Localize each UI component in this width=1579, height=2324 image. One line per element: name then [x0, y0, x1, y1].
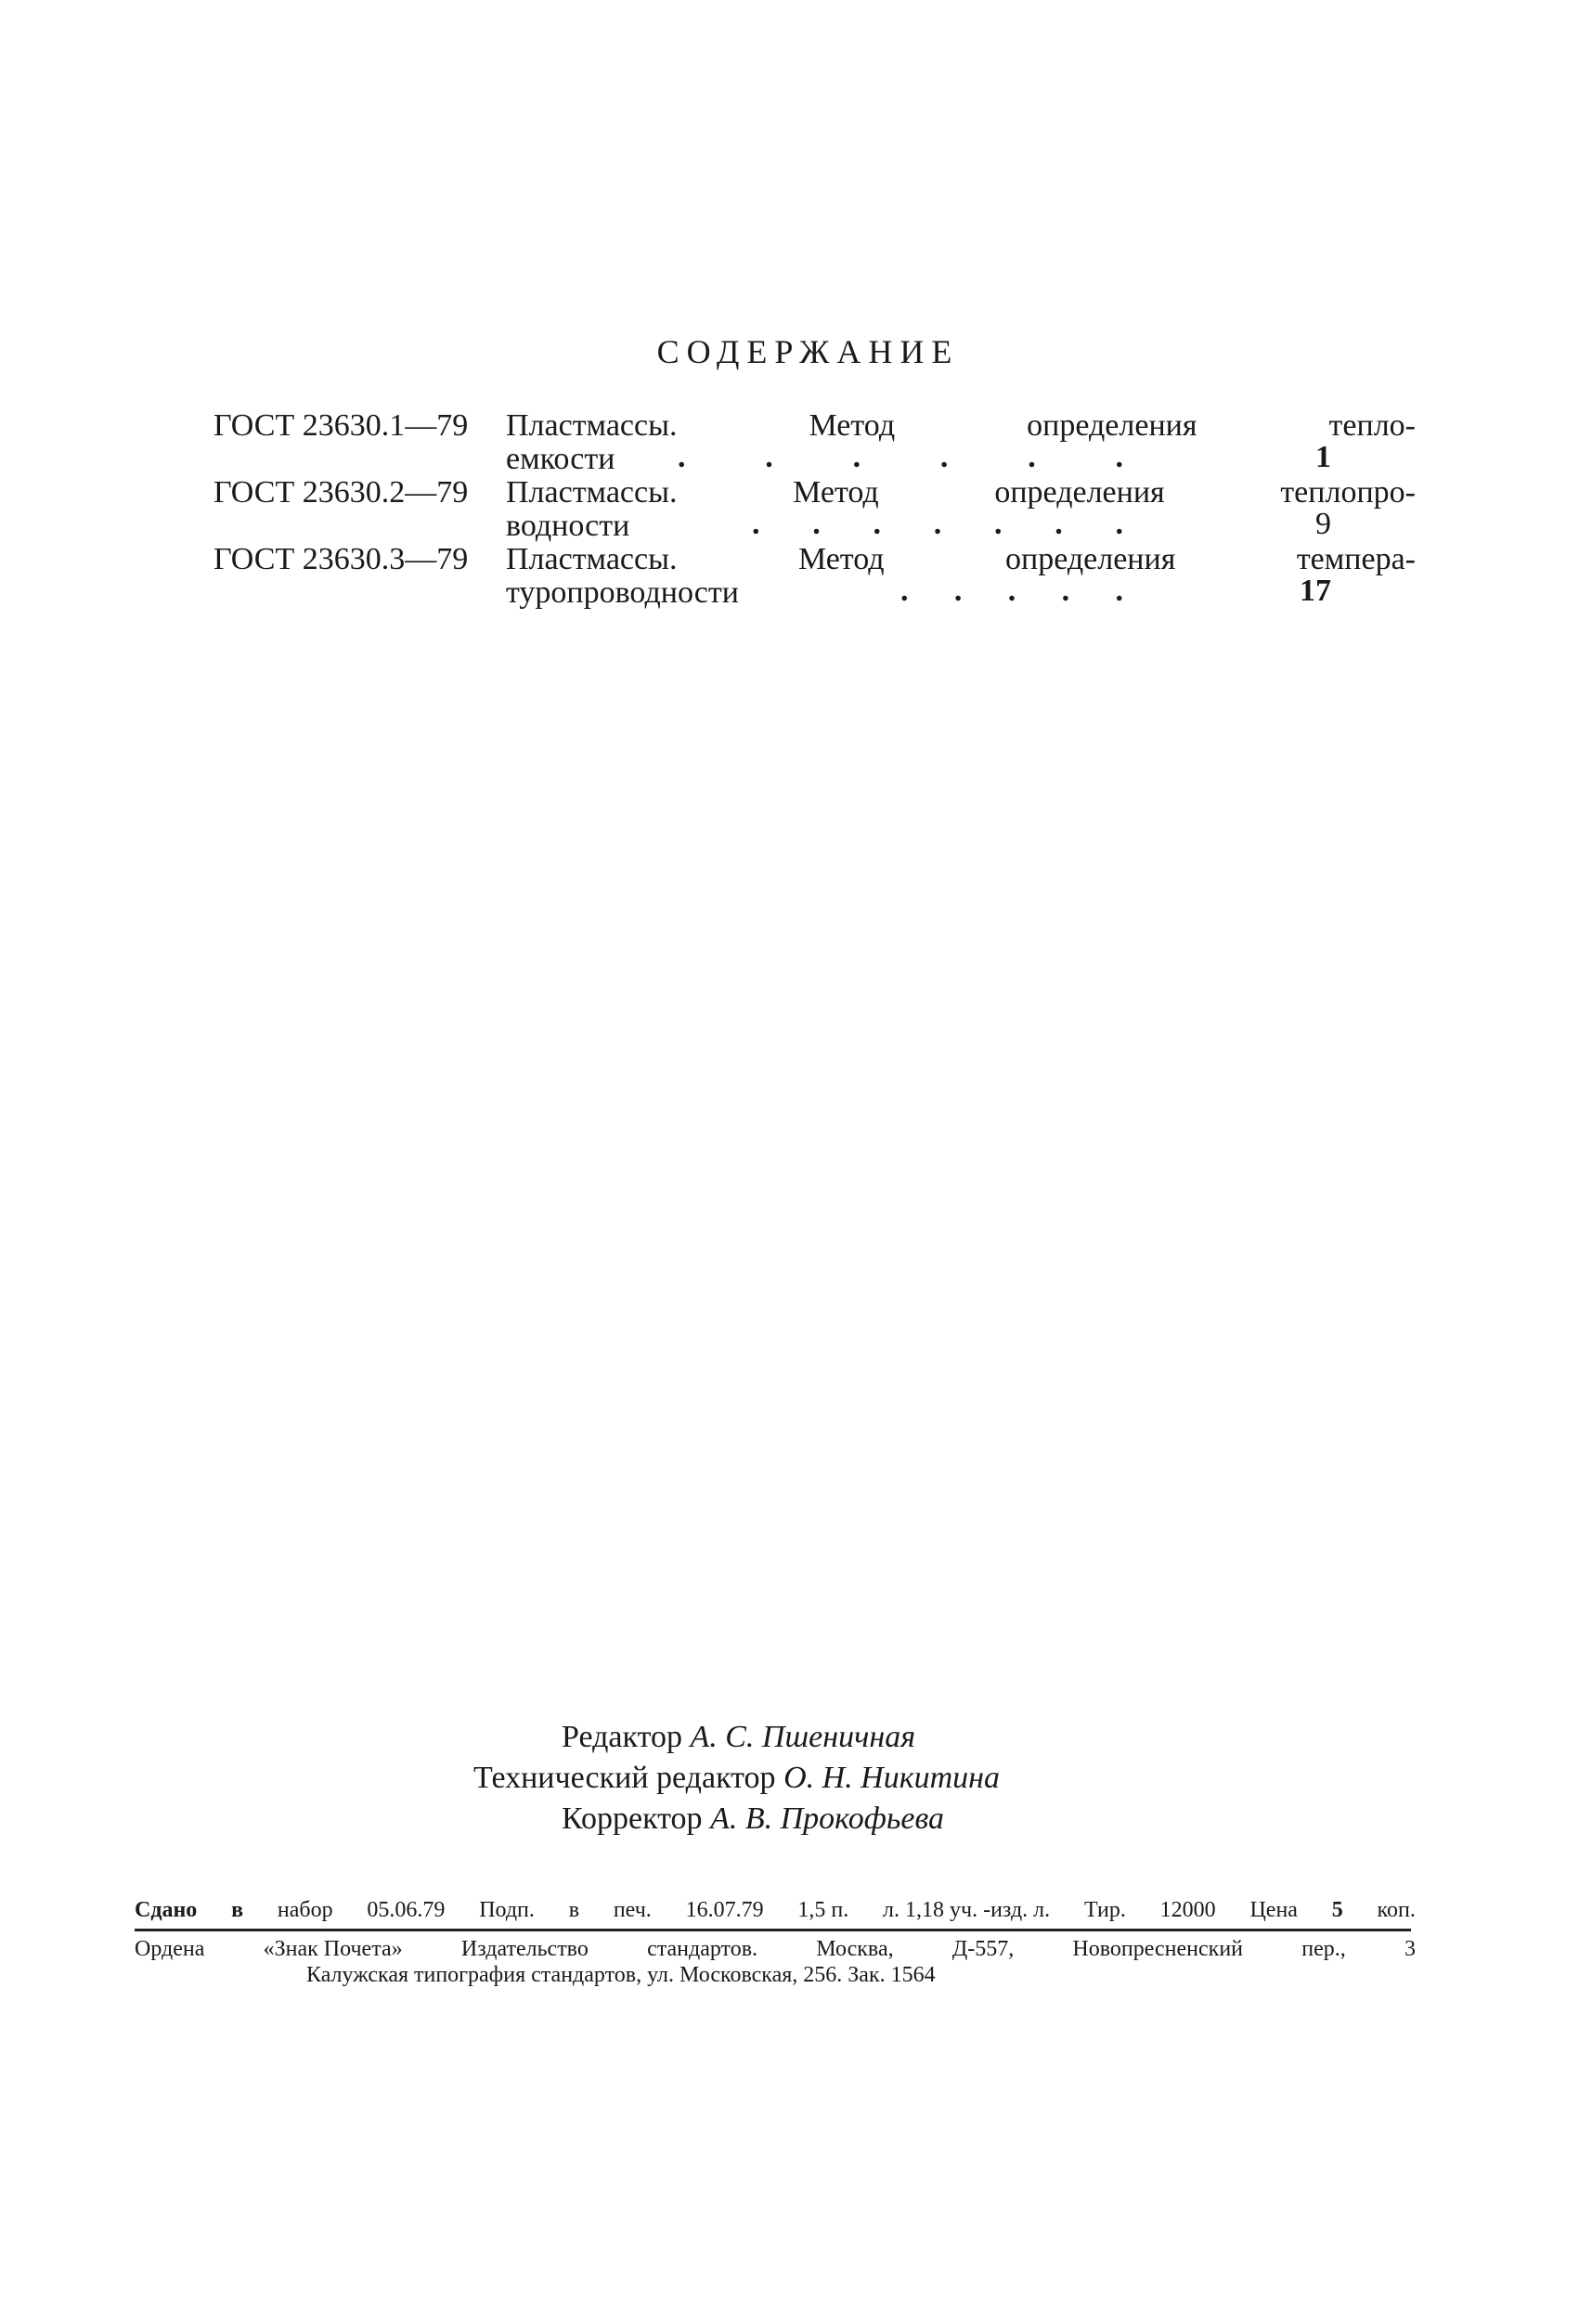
- toc-entry-code: ГОСТ 23630.2—79: [214, 475, 469, 510]
- toc-word: Пластмассы.: [506, 542, 678, 576]
- publisher-word: пер.,: [1301, 1937, 1346, 1961]
- corrector-name: А. В. Прокофьева: [710, 1801, 944, 1836]
- toc-entry: [214, 542, 1416, 674]
- printer-line: Калужская типография стандартов, ул. Московская, 256. Зак. 1564: [306, 1963, 936, 1987]
- editor-label: Редактор: [562, 1720, 682, 1754]
- publisher-word: 3: [1404, 1937, 1416, 1961]
- toc-entry-code: ГОСТ 23630.1—79: [214, 408, 469, 443]
- toc-entry-title-line-2: водности: [506, 509, 630, 543]
- imprint-word: Тир.: [1083, 1898, 1126, 1922]
- toc-entry-title-line-2: туропроводности: [506, 575, 739, 610]
- table-of-contents: [214, 408, 1416, 674]
- imprint-word: 1,5 п.: [797, 1898, 849, 1922]
- imprint-word: 05.06.79: [367, 1898, 446, 1922]
- print-imprint: [135, 1898, 1416, 1923]
- imprint-word: коп.: [1377, 1898, 1416, 1922]
- imprint-word: набор: [277, 1898, 333, 1922]
- toc-word: темпера-: [1296, 542, 1416, 576]
- imprint-word: Подп.: [479, 1898, 535, 1922]
- toc-word: Пластмассы.: [506, 475, 678, 510]
- toc-word: определения: [1005, 542, 1176, 576]
- tech-editor-name: О. Н. Никитина: [783, 1761, 1001, 1795]
- toc-page-number: 17: [1300, 574, 1331, 608]
- imprint-word: л. 1,18 уч. -изд. л.: [883, 1898, 1051, 1922]
- publisher-word: Ордена: [135, 1937, 205, 1961]
- publisher-word: Д-557,: [951, 1937, 1015, 1961]
- corrector-label: Корректор: [562, 1801, 703, 1836]
- imprint-word: в: [231, 1898, 244, 1922]
- publisher-word: Издательство: [460, 1937, 589, 1961]
- toc-leader-dots: . . . . .: [900, 574, 1123, 608]
- tech-editor-label: Технический редактор: [473, 1761, 776, 1795]
- toc-page-number: 9: [1315, 507, 1331, 541]
- publisher-word: Москва,: [816, 1937, 894, 1961]
- toc-leader-dots: . . . . . .: [678, 440, 1123, 474]
- toc-word: теплопро-: [1280, 475, 1416, 510]
- imprint-word: 12000: [1159, 1898, 1216, 1922]
- toc-word: тепло-: [1328, 408, 1416, 443]
- toc-entry-title-line-2: емкости: [506, 442, 615, 476]
- editor-line: [562, 1715, 915, 1760]
- imprint-word: Цена: [1249, 1898, 1298, 1922]
- toc-leader-dots: . . . . . . .: [752, 507, 1123, 541]
- imprint-word: печ.: [613, 1898, 652, 1922]
- publisher-word: Новопресненский: [1072, 1937, 1244, 1961]
- toc-entry-code: ГОСТ 23630.3—79: [214, 542, 469, 576]
- corrector-line: [562, 1797, 944, 1841]
- imprint-word: Сдано: [135, 1898, 198, 1922]
- contents-title: СОДЕРЖАНИЕ: [656, 333, 960, 370]
- toc-entry-title-line-1: [506, 542, 1416, 577]
- imprint-word: в: [568, 1898, 580, 1922]
- toc-word: определения: [1027, 408, 1197, 443]
- editor-name: А. С. Пшеничная: [690, 1720, 915, 1754]
- toc-page-number: 1: [1315, 440, 1331, 474]
- publisher-word: «Знак Почета»: [263, 1937, 403, 1961]
- toc-word: Метод: [809, 408, 896, 443]
- publisher-word: стандартов.: [647, 1937, 758, 1961]
- toc-entry-title-line-1: [506, 408, 1416, 444]
- divider-rule: [135, 1929, 1411, 1931]
- toc-word: Метод: [797, 542, 885, 576]
- toc-word: Метод: [793, 475, 879, 510]
- toc-entry-title-line-1: [506, 475, 1416, 510]
- imprint-word: 5: [1331, 1898, 1343, 1922]
- publisher-line: [135, 1937, 1416, 1962]
- toc-word: Пластмассы.: [506, 408, 678, 443]
- toc-word: определения: [994, 475, 1165, 510]
- imprint-word: 16.07.79: [685, 1898, 764, 1922]
- tech-editor-line: [473, 1756, 1000, 1801]
